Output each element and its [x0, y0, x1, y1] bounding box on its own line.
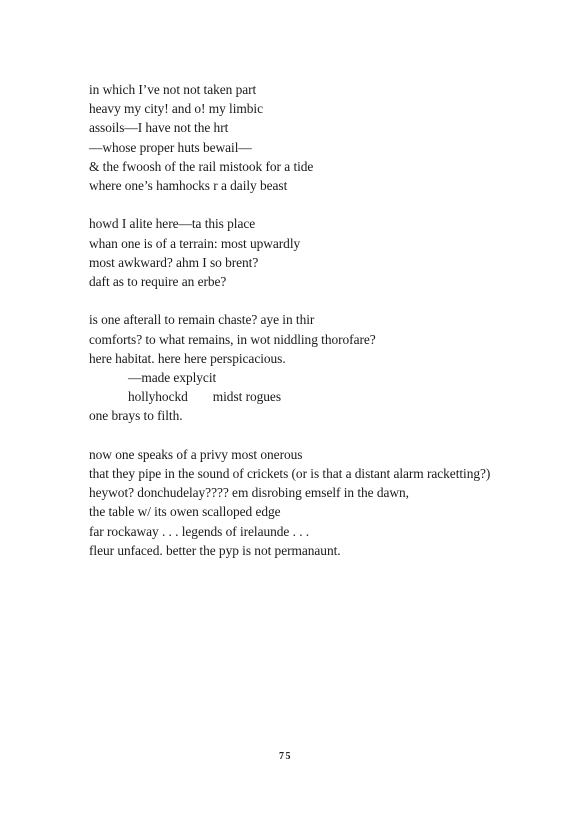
poem-line: now one speaks of a privy most onerous [89, 446, 303, 462]
poem-fragment: midst rogues [212, 389, 281, 405]
poem-line: far rockaway . . . legends of irelaunde . . . [89, 523, 310, 539]
poem-line: comforts? to what remains, in wot niddling thorofare? [89, 331, 376, 347]
stanza-2 [89, 214, 549, 291]
poem-line-indented [89, 387, 549, 406]
stanza-4 [89, 445, 549, 560]
poem-line: is one afterall to remain chaste? aye in thir [89, 312, 315, 328]
poem-line: howd I alite here—ta this place [89, 216, 256, 232]
poem-line: the table w/ its owen scalloped edge [89, 504, 281, 520]
poem-line: whan one is of a terrain: most upwardly [89, 235, 301, 251]
poem-line: fleur unfaced. better the pyp is not permanaunt. [89, 542, 341, 558]
poem-line: in which I’ve not not taken part [89, 82, 257, 97]
poem-line: where one’s hamhocks r a daily beast [89, 178, 288, 194]
poem-line: one brays to filth. [89, 408, 183, 424]
poem [89, 80, 549, 579]
poem-line: heavy my city! and o! my limbic [89, 101, 263, 117]
poem-line: —whose proper huts bewail— [89, 139, 252, 155]
stanza-1 [89, 80, 549, 195]
stanza-3 [89, 310, 549, 425]
poem-line: & the fwoosh of the rail mistook for a tide [89, 158, 314, 174]
poem-line: here habitat. here here perspicacious. [89, 350, 286, 366]
poem-line: assoils—I have not the hrt [89, 120, 229, 136]
poem-fragment: hollyhockd [128, 389, 188, 405]
poem-line: most awkward? ahm I so brent? [89, 254, 259, 270]
poem-line-indented: —made explycit [128, 370, 217, 386]
poem-line: heywot? donchudelay???? em disrobing emself in the dawn, [89, 485, 409, 501]
poem-line: that they pipe in the sound of crickets (or is that a distant alarm racketting?) [89, 466, 491, 482]
page-number: 75 [279, 751, 292, 762]
poem-line: daft as to require an erbe? [89, 274, 227, 290]
